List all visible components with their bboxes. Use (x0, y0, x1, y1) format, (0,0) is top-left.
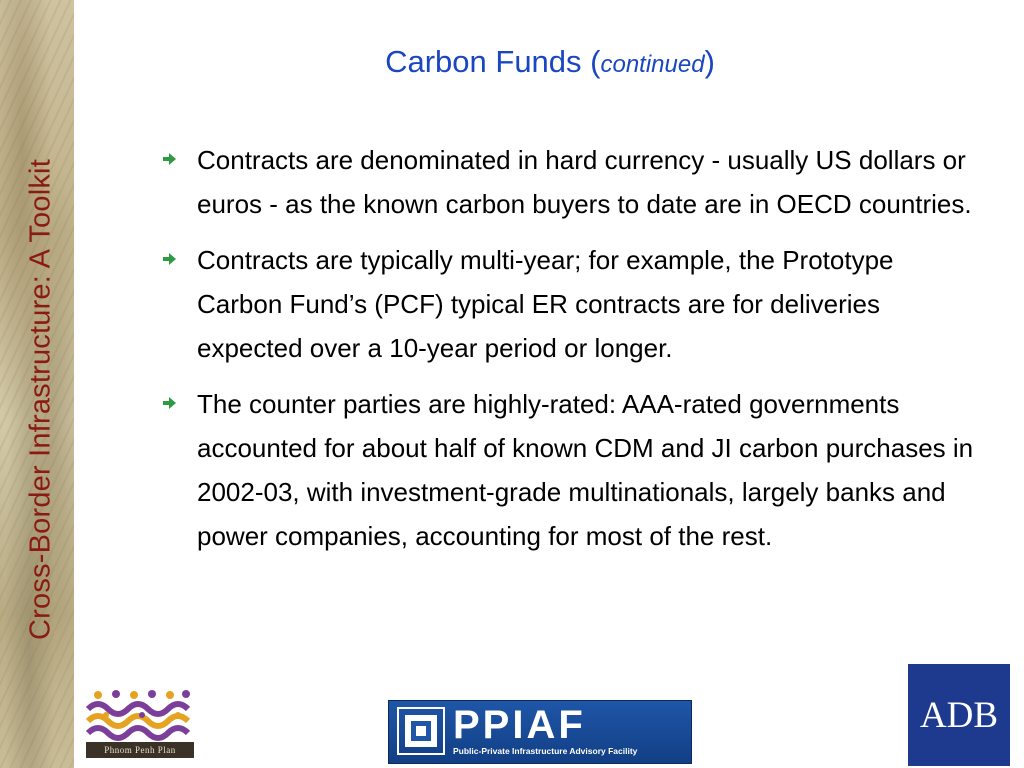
sidebar-title-container (8, 0, 68, 768)
slide-title-end: ) (704, 44, 715, 79)
ppiaf-subtitle: Public-Private Infrastructure Advisory Facility (453, 746, 638, 756)
arrow-right-icon (163, 252, 177, 266)
slide-title-italic: continued (600, 51, 705, 78)
ppiaf-square-icon (397, 707, 445, 755)
bullet-item (163, 382, 983, 558)
map-sidebar (0, 0, 74, 768)
bullet-text: Contracts are denominated in hard currency - usually US dollars or euros - as the known carbon buyers to date are in OECD countries. (197, 145, 972, 219)
slide-title (180, 44, 920, 80)
bullet-item (163, 238, 983, 370)
ppiaf-logo (388, 700, 692, 764)
slide-title-main: Carbon Funds ( (385, 44, 601, 79)
bullet-text: Contracts are typically multi-year; for example, the Prototype Carbon Fund’s (PCF) typical ER contracts are for deliveries expected over a 10-year period or longer. (197, 245, 894, 363)
arrow-right-icon (163, 396, 177, 410)
bullet-item (163, 138, 983, 226)
adb-logo (908, 664, 1010, 766)
arrow-right-icon (163, 152, 177, 166)
ppiaf-name: PPIAF (453, 703, 586, 747)
bullet-list (163, 138, 983, 570)
bullet-text: The counter parties are highly-rated: AAA-rated governments accounted for about half of known CDM and JI carbon purchases in 2002-03, with investment-grade multinationals, largely banks and power companies, accounting for most of the rest. (197, 389, 974, 551)
sidebar-title: Cross-Border Infrastructure: A Toolkit (24, 159, 57, 640)
phnom-penh-plan-label: Phnom Penh Plan (86, 742, 194, 758)
adb-label: ADB (919, 694, 999, 736)
